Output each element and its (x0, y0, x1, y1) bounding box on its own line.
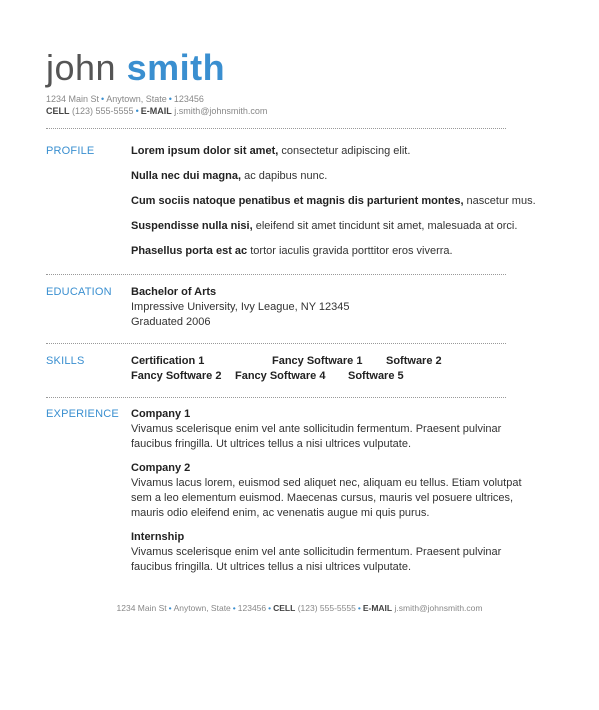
profile-line (131, 219, 536, 234)
profile-line-bold: Phasellus porta est ac (131, 245, 248, 257)
street: 1234 Main St (116, 603, 167, 613)
email-label: E-MAIL (140, 106, 172, 116)
section-label-experience: EXPERIENCE (46, 408, 119, 420)
job-description: Vivamus scelerisque enim vel ante sollicitudin fermentum. Praesent pulvinar faucibus fringilla. Ut ultrices tellus a nisi ultrices vulputate. (131, 546, 502, 573)
email-label: E-MAIL (362, 603, 393, 613)
street: 1234 Main St (46, 94, 100, 104)
candidate-name (46, 48, 225, 88)
section-label-profile: PROFILE (46, 145, 95, 157)
job-title: Internship (131, 531, 185, 543)
job-description: Vivamus scelerisque enim vel ante sollicitudin fermentum. Praesent pulvinar faucibus fringilla. Ut ultrices tellus a nisi ultrices vulputate. (131, 423, 502, 450)
graduation-year: Graduated 2006 (131, 316, 211, 328)
skills-section (131, 354, 442, 384)
section-label-skills: SKILLS (46, 355, 85, 367)
header-contact (46, 93, 267, 117)
city-state: Anytown, State (106, 94, 167, 104)
divider (46, 343, 506, 344)
profile-line (131, 244, 536, 259)
profile-line-text: consectetur adipiscing elit. (278, 145, 411, 157)
divider (46, 128, 506, 129)
separator-dot: • (168, 94, 172, 104)
separator-dot: • (168, 603, 172, 613)
profile-line-text: nascetur mus. (463, 195, 536, 207)
cell-number: (123) 555-5555 (297, 603, 356, 613)
job-title: Company 2 (131, 462, 191, 474)
job-title: Company 1 (131, 408, 191, 420)
profile-line (131, 144, 536, 159)
cell-label: CELL (46, 106, 70, 116)
skill-item: Certification 1 (131, 355, 205, 367)
skill-item: Fancy Software 2 (131, 370, 222, 382)
divider (46, 274, 506, 275)
header-address-line (46, 93, 267, 105)
separator-dot: • (232, 603, 236, 613)
school: Impressive University, Ivy League, NY 12345 (131, 301, 350, 313)
email-address: j.smith@johnsmith.com (174, 106, 268, 116)
skill-item: Fancy Software 1 (272, 355, 363, 367)
separator-dot: • (268, 603, 272, 613)
separator-dot: • (135, 106, 139, 116)
separator-dot: • (101, 94, 105, 104)
cell-label: CELL (273, 603, 296, 613)
cell-number: (123) 555-5555 (72, 106, 134, 116)
job-entry (131, 461, 541, 521)
last-name: smith (126, 47, 226, 88)
profile-line (131, 194, 536, 209)
header-phone-line (46, 105, 267, 117)
profile-line (131, 169, 536, 184)
city-state: Anytown, State (173, 603, 231, 613)
profile-line-text: ac dapibus nunc. (241, 170, 328, 182)
email-address: j.smith@johnsmith.com (394, 603, 483, 613)
experience-section (131, 407, 541, 584)
job-entry (131, 530, 541, 575)
skill-item: Software 2 (386, 355, 442, 367)
education-section (131, 285, 349, 330)
section-label-education: EDUCATION (46, 286, 112, 298)
profile-line-bold: Nulla nec dui magna, (131, 170, 242, 182)
zip: 123456 (237, 603, 267, 613)
profile-line-bold: Suspendisse nulla nisi, (131, 220, 253, 232)
skills-row (131, 369, 442, 384)
zip: 123456 (173, 94, 204, 104)
skills-row (131, 354, 442, 369)
job-entry (131, 407, 541, 452)
separator-dot: • (357, 603, 361, 613)
skill-item: Software 5 (348, 370, 404, 382)
footer-contact (0, 603, 599, 613)
first-name: john (46, 47, 117, 88)
profile-line-text: tortor iaculis gravida porttitor eros viverra. (247, 245, 453, 257)
profile-line-text: eleifend sit amet tincidunt sit amet, malesuada at orci. (252, 220, 518, 232)
profile-line-bold: Lorem ipsum dolor sit amet, (131, 145, 279, 157)
skill-item: Fancy Software 4 (235, 370, 326, 382)
degree: Bachelor of Arts (131, 286, 217, 298)
profile-line-bold: Cum sociis natoque penatibus et magnis dis parturient montes, (131, 195, 464, 207)
divider (46, 397, 506, 398)
profile-section (131, 144, 536, 269)
job-description: Vivamus lacus lorem, euismod sed aliquet nec, aliquam eu tellus. Etiam volutpat sem a leo elementum euismod. Maecenas cursus, mauris vel posuere ultrices, mauris odio eleifend enim, ac venenatis augue mi quis purus. (131, 477, 522, 519)
